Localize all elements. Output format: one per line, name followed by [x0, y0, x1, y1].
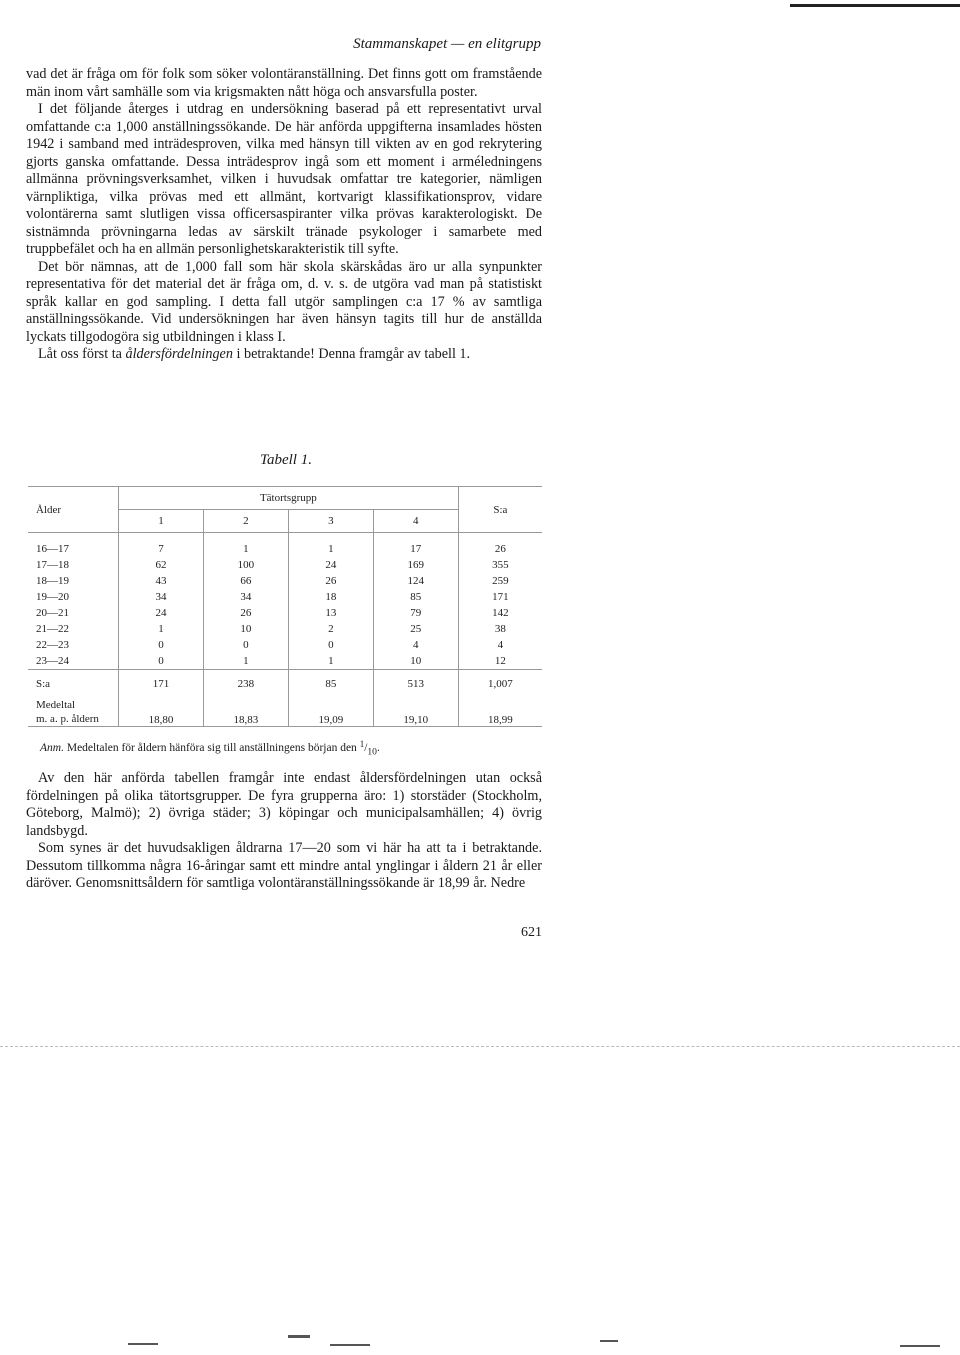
- scan-edge-line: [790, 4, 960, 7]
- cell-total: 4: [458, 637, 542, 653]
- cell-value: 7: [119, 541, 204, 557]
- scan-noise: [288, 1335, 310, 1338]
- table-row: [28, 621, 542, 637]
- cell-total: 1,007: [458, 676, 542, 692]
- cell-value: 25: [373, 621, 458, 637]
- table-sum-row: [28, 676, 542, 692]
- cell-total: 142: [458, 605, 542, 621]
- cell-age: 23—24: [28, 653, 119, 670]
- cell-value: 85: [373, 589, 458, 605]
- note-text: Medeltalen för åldern hänföra sig till anställningens början den: [63, 742, 360, 754]
- cell-value: 26: [288, 573, 373, 589]
- table-row: [28, 541, 542, 557]
- cell-sum-label: S:a: [36, 678, 51, 690]
- cell-value: 66: [203, 573, 288, 589]
- intro-text: [26, 66, 542, 364]
- mean-label-line: m. a. p. åldern: [36, 713, 99, 725]
- mean-label-line: Medeltal: [36, 699, 76, 711]
- table-header-row: [28, 487, 542, 510]
- cell-value: 18: [288, 589, 373, 605]
- scan-noise: [128, 1343, 158, 1345]
- cell-age: 22—23: [36, 639, 69, 651]
- header-group-col: 3: [288, 510, 373, 533]
- scan-artifact-line: [0, 1046, 960, 1048]
- table-row: [28, 653, 542, 670]
- table-row: [28, 589, 542, 605]
- cell-value: 100: [203, 557, 288, 573]
- cell-value: 0: [119, 653, 204, 670]
- cell-total: 259: [458, 573, 542, 589]
- paragraph: Av den här anförda tabellen framgår inte endast åldersfördelningen utan också fördelningen på olika tätortsgrupper. De fyra grupperna äro: 1) storstäder (Stockholm, Göteborg, Malmö); 2) övriga städer; 3) köpingar och municipalsamhällen; 4) övrig landsbygd.: [26, 770, 542, 839]
- cell-value: 79: [373, 605, 458, 621]
- cell-value: 1: [119, 621, 204, 637]
- cell-value: 10: [203, 621, 288, 637]
- cell-value: 238: [203, 676, 288, 692]
- paragraph: I det följande återges i utdrag en undersökning baserad på ett representativt urval omfattande c:a 1,000 anställningssökande. De här anförda uppgifterna insamlades hösten 1942 i samband med inträdesproven, vilka med hänsyn till vikten av en god rekrytering gjorts ganska omfattande. Dessa inträdesprov ingå som ett moment i arméledningens allmänna prövningsverksamhet, vilken i huvudsak omfattar tre kategorier, nämligen värnpliktiga, vilka prövas med ett allmänt, kortvarigt klassifikationsprov, vidare volontärerna samt slutligen vissa officersaspiranter vilka prövas karakterologiskt. De sistnämnda prövningarna ledas av särskilt tränade psykologer i samarbete med truppbefälet och ha en allmän personlighetskarakteristik till syfte.: [26, 101, 542, 257]
- header-total: S:a: [458, 487, 542, 533]
- table-row: [28, 605, 542, 621]
- cell-value: 34: [119, 589, 204, 605]
- cell-value: 0: [203, 637, 288, 653]
- header-group-col: 1: [119, 510, 204, 533]
- table-row: [28, 637, 542, 653]
- cell-value: 85: [288, 676, 373, 692]
- cell-value: 0: [288, 637, 373, 653]
- cell-value: 2: [288, 621, 373, 637]
- paragraph: Som synes är det huvudsakligen åldrarna 17—20 som vi här ha att ta i betraktande. Dessutom tillkomma några 16-åringar samt ett mindre antal ynglingar i åldern 21 år eller däröver. Genomsnittsåldern för samtliga volontäranställningssökande är 18,99 år. Nedre: [26, 840, 542, 891]
- cell-age: 17—18: [36, 559, 69, 571]
- paragraph: [26, 346, 542, 364]
- text-fragment: Låt oss först ta: [38, 346, 126, 362]
- cell-value: 19,10: [373, 698, 458, 727]
- cell-total: 26: [458, 541, 542, 557]
- cell-total: 18,99: [458, 698, 542, 727]
- text-fragment: i betraktande! Denna framgår av tabell 1.: [232, 346, 471, 362]
- cell-age: 20—21: [36, 607, 69, 619]
- cell-total: 171: [458, 589, 542, 605]
- table-spacer: [28, 533, 542, 542]
- scan-noise: [900, 1345, 940, 1347]
- page-number: 621: [521, 925, 542, 940]
- header-group: Tätortsgrupp: [119, 487, 459, 510]
- header-group-col: 2: [203, 510, 288, 533]
- cell-age: 16—17: [36, 543, 69, 555]
- cell-value: 62: [119, 557, 204, 573]
- table-title: Tabell 1.: [260, 452, 312, 468]
- cell-value: 1: [203, 541, 288, 557]
- cell-value: 0: [119, 637, 204, 653]
- cell-value: 124: [373, 573, 458, 589]
- age-distribution-table: [28, 486, 542, 727]
- cell-mean-label: [28, 698, 119, 727]
- cell-age: 19—20: [36, 591, 69, 603]
- cell-value: 43: [119, 573, 204, 589]
- cell-value: 10: [373, 653, 458, 670]
- table-row: [28, 573, 542, 589]
- cell-value: 1: [288, 541, 373, 557]
- fraction-denominator: 10: [367, 746, 377, 758]
- cell-total: 355: [458, 557, 542, 573]
- cell-value: 24: [288, 557, 373, 573]
- cell-total: 12: [458, 653, 542, 670]
- note-end: .: [376, 742, 380, 754]
- cell-value: 169: [373, 557, 458, 573]
- cell-value: 4: [373, 637, 458, 653]
- cell-value: 13: [288, 605, 373, 621]
- cell-age: 18—19: [36, 575, 69, 587]
- paragraph: Det bör nämnas, att de 1,000 fall som här skola skärskådas äro ur alla synpunkter representativa för det material det är fråga om, d. v. s. de utgöra vad man på statistiskt språk kallar en god sampling. I detta fall utgör samplingen c:a 17 % av samtliga anställningssökande. Vid undersökningen har även hänsyn tagits till hur de anställda lyckats tillgodogöra sig utbildningen i klass I.: [26, 258, 542, 345]
- cell-value: 171: [119, 676, 204, 692]
- emphasis-text: åldersfördelningen: [125, 346, 233, 362]
- note-label: Anm.: [40, 742, 64, 754]
- scan-noise: [330, 1344, 370, 1346]
- cell-value: 24: [119, 605, 204, 621]
- cell-value: 34: [203, 589, 288, 605]
- cell-value: 18,83: [203, 698, 288, 727]
- cell-value: 19,09: [288, 698, 373, 727]
- fraction-numerator: 1: [359, 739, 365, 749]
- table-note: Anm. Medeltalen för åldern hänföra sig till anställningens början den $^1/_{10}$.: [40, 739, 380, 758]
- running-head: Stammanskapet — en elitgrupp: [353, 36, 541, 52]
- table-mean-row: [28, 698, 542, 727]
- paragraph: vad det är fråga om för folk som söker volontäranställning. Det finns gott om framstående män inom vårt samhälle som via krigsmakten nått höga och ansvarsfulla poster.: [26, 66, 542, 100]
- cell-value: 26: [203, 605, 288, 621]
- cell-age: 21—22: [36, 623, 69, 635]
- scan-noise: [600, 1340, 618, 1342]
- outro-text: [26, 770, 542, 893]
- cell-value: 513: [373, 676, 458, 692]
- cell-value: 1: [203, 653, 288, 670]
- header-group-col: 4: [373, 510, 458, 533]
- header-age: Ålder: [28, 487, 119, 533]
- table-row: [28, 557, 542, 573]
- cell-total: 38: [458, 621, 542, 637]
- cell-value: 17: [373, 541, 458, 557]
- cell-value: 1: [288, 653, 373, 670]
- cell-value: 18,80: [119, 698, 204, 727]
